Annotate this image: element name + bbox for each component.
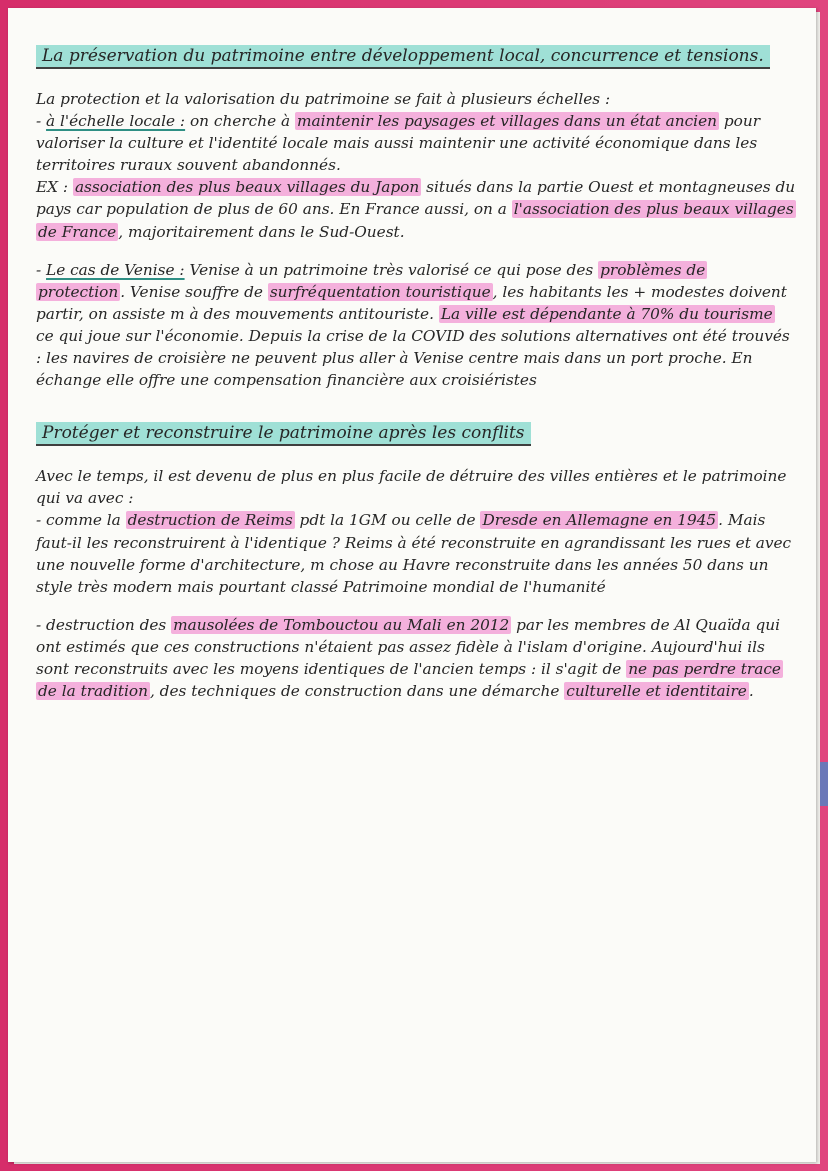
highlight: problèmes de protection: [38, 260, 706, 301]
item-tombouctou: [36, 614, 796, 702]
section-2-title: [36, 417, 796, 449]
bullet-label-venise: Le cas de Venise :: [46, 260, 185, 279]
text: - destruction des: [36, 615, 172, 634]
bullet-label-local: à l'échelle locale :: [46, 112, 186, 131]
highlight: mausolées de Tombouctou au Mali en 2012: [173, 615, 510, 634]
section-2-title-highlight: Protéger et reconstruire le patrimoine après les conflits: [36, 422, 531, 446]
page-content: [36, 40, 796, 702]
bullet-dash: -: [36, 112, 47, 131]
text: . Venise souffre de: [120, 282, 268, 301]
bullet-local-scale: [36, 110, 796, 176]
text: pdt la 1GM ou celle de: [294, 511, 481, 530]
item-reims-dresde: [36, 509, 796, 597]
text: on cherche à: [185, 112, 295, 131]
highlight: association des plus beaux villages du Japon: [74, 178, 420, 197]
text: ce qui joue sur l'économie. Depuis la crise de la COVID des solutions alternatives ont été trouvés : les navires de croisière ne peuvent plus aller à Venise centre mais dans un port proche. En échange elle offre une compensation financière aux croisiéristes: [36, 326, 790, 390]
section-1-intro: La protection et la valorisation du patrimoine se fait à plusieurs échelles :: [36, 90, 611, 108]
highlight: l'association des plus beaux villages de France: [38, 200, 794, 241]
text: EX :: [36, 178, 73, 197]
example-paragraph: [36, 176, 796, 242]
section-1-title: [36, 40, 796, 72]
text: , les habitants les + modestes doivent partir, on assiste m à des mouvements antitouriste.: [36, 282, 787, 323]
text: Venise à un patrimoine très valorisé ce qui pose des: [184, 260, 599, 279]
text: . Mais faut-il les reconstruirent à l'identique ? Reims à été reconstruite en agrandissant les rues et avec une nouvelle forme d'architecture, m chose au Havre reconstruite dans les années 50 dans un style très modern mais pourtant classé Patrimoine mondial de l'humanité: [36, 511, 792, 596]
highlight: Dresde en Allemagne en 1945: [482, 511, 717, 530]
text: , majoritairement dans le Sud-Ouest.: [118, 222, 405, 241]
blue-page-tab: [820, 762, 828, 806]
highlight: La ville est dépendante à 70% du tourisme: [440, 304, 773, 323]
bullet-dash: -: [36, 260, 47, 279]
bullet-venise: [36, 259, 796, 392]
text: , des techniques de construction dans une démarche: [149, 682, 565, 701]
section-2-intro: Avec le temps, il est devenu de plus en plus facile de détruire des villes entières et le patrimoine qui va avec :: [36, 467, 787, 508]
highlight: surfréquentation touristique: [269, 282, 491, 301]
text: .: [748, 682, 754, 701]
highlight: culturelle et identitaire: [566, 682, 747, 701]
section-1-title-highlight: La préservation du patrimoine entre développement local, concurrence et tensions.: [36, 45, 770, 69]
highlight: maintenir les paysages et villages dans un état ancien: [296, 112, 717, 131]
highlight: ne pas perdre trace de la tradition: [38, 659, 781, 701]
text: - comme la: [36, 511, 126, 530]
text: situés dans la partie Ouest et montagneuses du pays car population de plus de 60 ans. En France aussi, on a: [36, 178, 796, 219]
text: par les membres de Al Quaïda qui ont estimés que ces constructions n'étaient pas assez fidèle à l'islam d'origine. Aujourd'hui ils sont reconstruits avec les moyens identiques de l'ancien temps : il s'agit de: [36, 615, 781, 678]
highlight: destruction de Reims: [127, 511, 293, 530]
text: pour valoriser la culture et l'identité locale mais aussi maintenir une activité économique dans les territoires ruraux souvent abandonnés.: [36, 112, 761, 175]
